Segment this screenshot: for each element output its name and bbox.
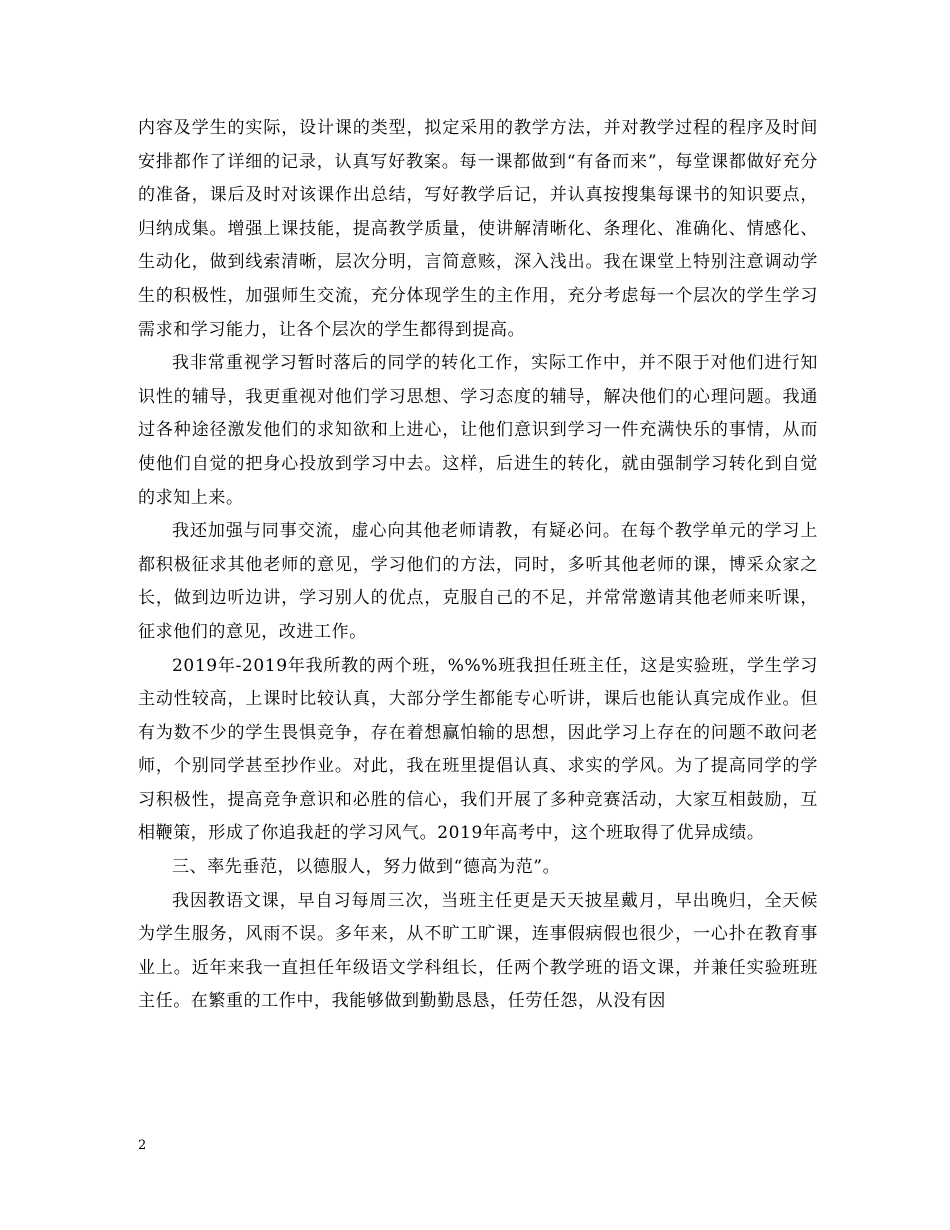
paragraph-continued: 内容及学生的实际，设计课的类型，拟定采用的教学方法，并对教学过程的程序及时间安排都作了详细的记录，认真写好教案。每一课都做到“有备而来”，每堂课都做好充分的准备，课后及时对该课作出总结，写好教学后记，并认真按搜集每课书的知识要点，归纳成集。增强上课技能，提高教学质量，使讲解清晰化、条理化、准确化、情感化、生动化，做到线索清晰，层次分明，言简意赅，深入浅出。我在课堂上特别注意调动学生的积极性，加强师生交流，充分体现学生的主作用，充分考虑每一个层次的学生学习需求和学习能力，让各个层次的学生都得到提高。 [138, 118, 818, 340]
paragraph-class-report: 2019年-2019年我所教的两个班，%%%班我担任班主任，这是实验班，学生学习主动性较高，上课时比较认真，大部分学生都能专心听讲，课后也能认真完成作业。但有为数不少的学生畏惧竞争，存在着想赢怕输的思想，因此学习上存在的问题不敢问老师，个别同学甚至抄作业。对此，我在班里提倡认真、求实的学风。为了提高同学的学习积极性，提高竞争意识和必胜的信心，我们开展了多种竞赛活动，大家互相鼓励，互相鞭策，形成了你追我赶的学习风气。2019年高考中，这个班取得了优异成绩。 [138, 655, 818, 844]
section-heading: 三、率先垂范，以德服人，努力做到“德高为范”。 [172, 857, 561, 878]
page-number: 2 [138, 1138, 147, 1153]
document-body [138, 112, 818, 1019]
paragraph-dedication: 我因教语文课，早自习每周三次，当班主任更是天天披星戴月，早出晚归，全天候为学生服务，风雨不误。多年来，从不旷工旷课，连事假病假也很少，一心扑在教育事业上。近年来我一直担任年级语文学科组长，任两个教学班的语文课，并兼任实验班班主任。在繁重的工作中，我能够做到勤勤恳恳，任劳任怨，从没有因 [138, 890, 818, 1012]
paragraph-struggling-students: 我非常重视学习暂时落后的同学的转化工作，实际工作中，并不限于对他们进行知识性的辅导，我更重视对他们学习思想、学习态度的辅导，解决他们的心理问题。我通过各种途径激发他们的求知欲和上进心，让他们意识到学习一件充满快乐的事情，从而使他们自觉的把身心投放到学习中去。这样，后进生的转化，就由强制学习转化到自觉的求知上来。 [138, 353, 818, 508]
paragraph-colleague-exchange: 我还加强与同事交流，虚心向其他老师请教，有疑必问。在每个教学单元的学习上都积极征求其他老师的意见，学习他们的方法，同时，多听其他老师的课，博采众家之长，做到边听边讲，学习别人的优点，克服自己的不足，并常常邀请其他老师来听课，征求他们的意见，改进工作。 [138, 521, 818, 642]
